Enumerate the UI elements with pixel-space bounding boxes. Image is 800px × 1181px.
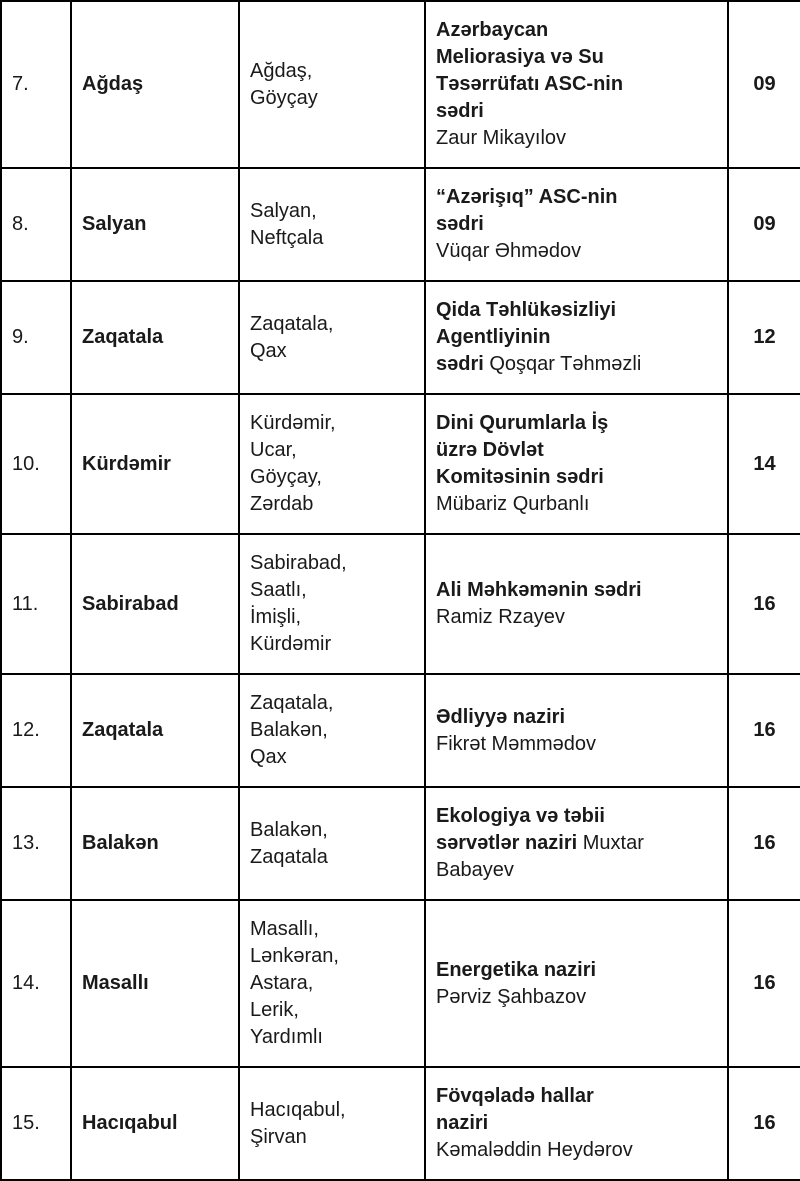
- table-row: [1, 1, 800, 168]
- code: 09: [753, 73, 776, 95]
- code: 16: [753, 972, 776, 994]
- district-name: Kürdəmir: [82, 452, 171, 475]
- row-number: 10.: [12, 452, 40, 475]
- code: 16: [753, 719, 776, 741]
- district-name: Sabirabad: [82, 592, 179, 615]
- row-number: 15.: [12, 1112, 40, 1134]
- row-number: 7.: [12, 73, 29, 95]
- table-row: [1, 534, 800, 674]
- office-title-segment: Komitəsinin sədri: [436, 466, 604, 488]
- office-title-segment: sədri: [436, 353, 490, 375]
- code: 16: [753, 1112, 776, 1134]
- row-number: 12.: [12, 719, 40, 741]
- office-text: [436, 706, 596, 755]
- areas-text: Ağdaş, Göyçay: [250, 59, 318, 109]
- office-text: [436, 19, 623, 149]
- office-title-segment: sədri: [436, 213, 484, 235]
- office-title-segment: Meliorasiya və Su: [436, 46, 604, 68]
- row-number: 11.: [12, 592, 39, 615]
- table-row: [1, 674, 800, 787]
- office-text: [436, 299, 641, 375]
- office-title-segment: Təsərrüfatı ASC-nin: [436, 73, 624, 95]
- code: 16: [753, 832, 776, 854]
- table-body: [1, 1, 800, 1180]
- office-text: [436, 412, 608, 515]
- official-name-segment: Mübariz Qurbanlı: [436, 493, 590, 515]
- areas-text: Zaqatala, Balakən, Qax: [250, 692, 334, 768]
- office-title-segment: Qida Təhlükəsizliyi: [436, 299, 617, 321]
- areas-text: Sabirabad, Saatlı, İmişli, Kürdəmir: [250, 552, 347, 655]
- office-title-segment: Azərbaycan: [436, 19, 549, 41]
- district-name: Zaqatala: [82, 719, 164, 741]
- table-row: [1, 281, 800, 394]
- office-text: [436, 186, 618, 262]
- code: 14: [753, 452, 776, 475]
- code: 16: [753, 592, 776, 615]
- table-row: [1, 900, 800, 1067]
- official-name-segment: Qoşqar Təhməzli: [489, 353, 642, 375]
- areas-text: Salyan, Neftçala: [250, 199, 324, 249]
- district-name: Balakən: [82, 832, 159, 854]
- office-title-segment: Energetika naziri: [436, 958, 597, 981]
- office-text: [436, 1085, 633, 1161]
- areas-text: Hacıqabul, Şirvan: [250, 1098, 346, 1148]
- office-title-segment: “Azərişıq” ASC-nin: [436, 186, 618, 208]
- office-title-segment: Ali Məhkəmənin sədri: [436, 579, 642, 601]
- official-name-segment: Vüqar Əhmədov: [436, 240, 582, 262]
- office-title-segment: üzrə Dövlət: [436, 439, 544, 461]
- office-title-segment: Agentliyinin: [436, 326, 551, 348]
- office-title-segment: sədri: [436, 100, 484, 122]
- areas-text: Zaqatala, Qax: [250, 312, 334, 362]
- table-row: [1, 168, 800, 281]
- district-name: Hacıqabul: [82, 1112, 178, 1134]
- row-number: 8.: [12, 213, 29, 235]
- office-title-segment: naziri: [436, 1112, 489, 1134]
- office-title-segment: sərvətlər naziri: [436, 832, 583, 854]
- district-name: Zaqatala: [82, 326, 164, 348]
- areas-text: Balakən, Zaqatala: [250, 818, 328, 868]
- row-number: 14.: [12, 972, 40, 994]
- code: 09: [753, 213, 776, 235]
- table-row: [1, 394, 800, 534]
- office-title-segment: Dini Qurumlarla İş: [436, 412, 609, 434]
- office-title-segment: Ədliyyə naziri: [436, 705, 566, 728]
- row-number: 9.: [12, 326, 29, 348]
- official-name-segment: Fikrət Məmmədov: [436, 732, 597, 755]
- official-name-segment: Ramiz Rzayev: [436, 606, 565, 628]
- official-name-segment: Pərviz Şahbazov: [436, 985, 587, 1008]
- code: 12: [753, 326, 776, 348]
- office-text: [436, 579, 642, 628]
- office-text: [436, 959, 596, 1008]
- official-name-segment: Kəmaləddin Heydərov: [436, 1139, 633, 1161]
- office-title-segment: Ekologiya və təbii: [436, 805, 605, 827]
- district-name: Masallı: [82, 972, 149, 994]
- district-name: Salyan: [82, 213, 147, 235]
- official-name-segment: Babayev: [436, 859, 514, 881]
- table-row: [1, 787, 800, 900]
- office-title-segment: Fövqəladə hallar: [436, 1085, 594, 1107]
- official-name-segment: Zaur Mikayılov: [436, 127, 567, 149]
- table-row: [1, 1067, 800, 1180]
- areas-text: Kürdəmir, Ucar, Göyçay, Zərdab: [250, 412, 336, 515]
- row-number: 13.: [12, 832, 40, 854]
- areas-text: Masallı, Lənkəran, Astara, Lerik, Yardımlı: [250, 918, 339, 1048]
- official-name-segment: Muxtar: [582, 832, 644, 854]
- office-text: [436, 805, 644, 881]
- district-name: Ağdaş: [82, 73, 144, 95]
